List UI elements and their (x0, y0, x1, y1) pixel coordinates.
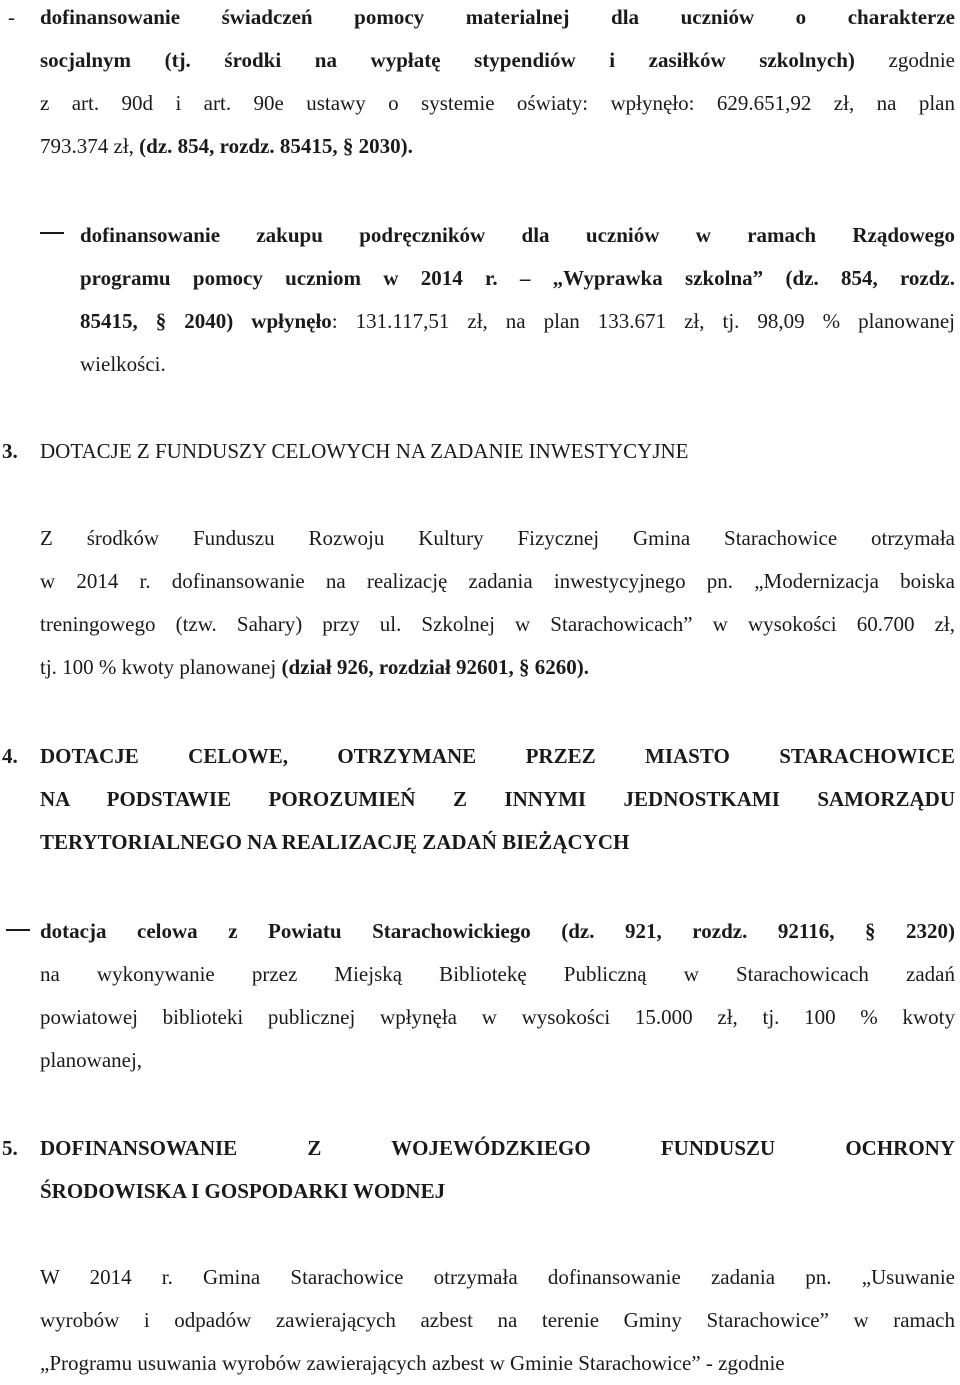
paragraph-azbest (40, 1256, 955, 1385)
text: wielkości. (80, 352, 166, 376)
text-line (40, 953, 955, 996)
text: tj. 100 % kwoty planowanej (40, 655, 282, 679)
bold-text: socjalnym (tj. środki na wypłatę stypendiów i zasiłków szkolnych) (40, 48, 855, 72)
bold-text: 85415, § 2040) wpłynęło (80, 309, 332, 333)
heading-line: DOFINANSOWANIE Z WOJEWÓDZKIEGO FUNDUSZU OCHRONY (40, 1136, 955, 1160)
section-number: 5. (2, 1136, 18, 1160)
section-5-body (40, 1256, 955, 1385)
text: 793.374 zł, (40, 134, 140, 158)
text: planowanej, (40, 1048, 143, 1072)
text-line (40, 1342, 955, 1385)
paragraph-stypendia (40, 0, 955, 168)
text-line (40, 82, 955, 125)
heading-line: ŚRODOWISKA I GOSPODARKI WODNEJ (40, 1179, 446, 1203)
text-line (40, 646, 955, 689)
text: na wykonywanie przez Miejską Bibliotekę Publiczną w Starachowicach zadań (40, 962, 955, 986)
text-line (40, 39, 955, 82)
text: W 2014 r. Gmina Starachowice otrzymała dofinansowanie zadania pn. „Usuwanie (40, 1265, 955, 1289)
text: Z środków Funduszu Rozwoju Kultury Fizycznej Gmina Starachowice otrzymała (40, 526, 955, 550)
dash-marker (40, 232, 64, 234)
section-3-body (40, 517, 955, 689)
text-line (40, 603, 955, 646)
section-heading (40, 1127, 955, 1213)
text-line (40, 910, 955, 953)
bold-text: dofinansowanie świadczeń pomocy materialnej dla uczniów o charakterze (40, 5, 955, 29)
text: wyrobów i odpadów zawierających azbest na terenie Gminy Starachowice” w ramach (40, 1308, 955, 1332)
text: z art. 90d i art. 90e ustawy o systemie oświaty: wpłynęło: 629.651,92 zł, na plan (40, 91, 955, 115)
heading-line: TERYTORIALNEGO NA REALIZACJĘ ZADAŃ BIEŻĄCYCH (40, 830, 630, 854)
bold-text: dofinansowanie zakupu podręczników dla uczniów w ramach Rządowego (80, 223, 955, 247)
text: zgodnie (854, 48, 955, 72)
text: powiatowej biblioteki publicznej wpłynęła w wysokości 15.000 zł, tj. 100 % kwoty (40, 1005, 955, 1029)
bullet-item-wyprawka (80, 214, 955, 386)
bold-text: (dział 926, rozdział 92601, § 6260). (281, 655, 590, 679)
paragraph-biblioteka (40, 910, 955, 1082)
bold-text: (dz. 854, rozdz. 85415, § 2030). (139, 134, 413, 158)
text-line (80, 343, 955, 386)
text-line (40, 1256, 955, 1299)
section-number: 3. (2, 439, 18, 463)
text: treningowego (tzw. Sahary) przy ul. Szkolnej w Starachowicach” w wysokości 60.700 zł, (40, 612, 955, 636)
section-number: 4. (2, 744, 18, 768)
paragraph-wyprawka (80, 214, 955, 386)
bold-text: dotacja celowa z Powiatu Starachowickiego (dz. 921, rozdz. 92116, § 2320) (40, 919, 955, 943)
section-heading: DOTACJE Z FUNDUSZY CELOWYCH NA ZADANIE INWESTYCYJNE (40, 439, 689, 463)
text: „Programu usuwania wyrobów zawierających azbest w Gminie Starachowice” - zgodnie (40, 1351, 785, 1375)
text-line (40, 560, 955, 603)
text: : 131.117,51 zł, na plan 133.671 zł, tj. 98,09 % planowanej (331, 309, 955, 333)
text-line (40, 1299, 955, 1342)
bullet-item-stypendia (8, 0, 955, 172)
text-line (80, 257, 955, 300)
text-line (40, 0, 955, 39)
paragraph-boisko (40, 517, 955, 689)
text-line (40, 1039, 955, 1082)
section-heading (40, 735, 955, 864)
section-4-body (40, 910, 955, 1082)
text-line (80, 214, 955, 257)
heading-line: NA PODSTAWIE POROZUMIEŃ Z INNYMI JEDNOSTKAMI SAMORZĄDU (40, 787, 955, 811)
text-line (40, 996, 955, 1039)
hyphen-marker: - (8, 5, 15, 29)
dash-marker (6, 929, 30, 931)
text-line (40, 125, 955, 168)
text-line (40, 517, 955, 560)
bold-text: programu pomocy uczniom w 2014 r. – „Wyprawka szkolna” (dz. 854, rozdz. (80, 266, 955, 290)
heading-line: DOTACJE CELOWE, OTRZYMANE PRZEZ MIASTO STARACHOWICE (40, 744, 955, 768)
text-line (80, 300, 955, 343)
text: w 2014 r. dofinansowanie na realizację zadania inwestycyjnego pn. „Modernizacja boiska (40, 569, 955, 593)
